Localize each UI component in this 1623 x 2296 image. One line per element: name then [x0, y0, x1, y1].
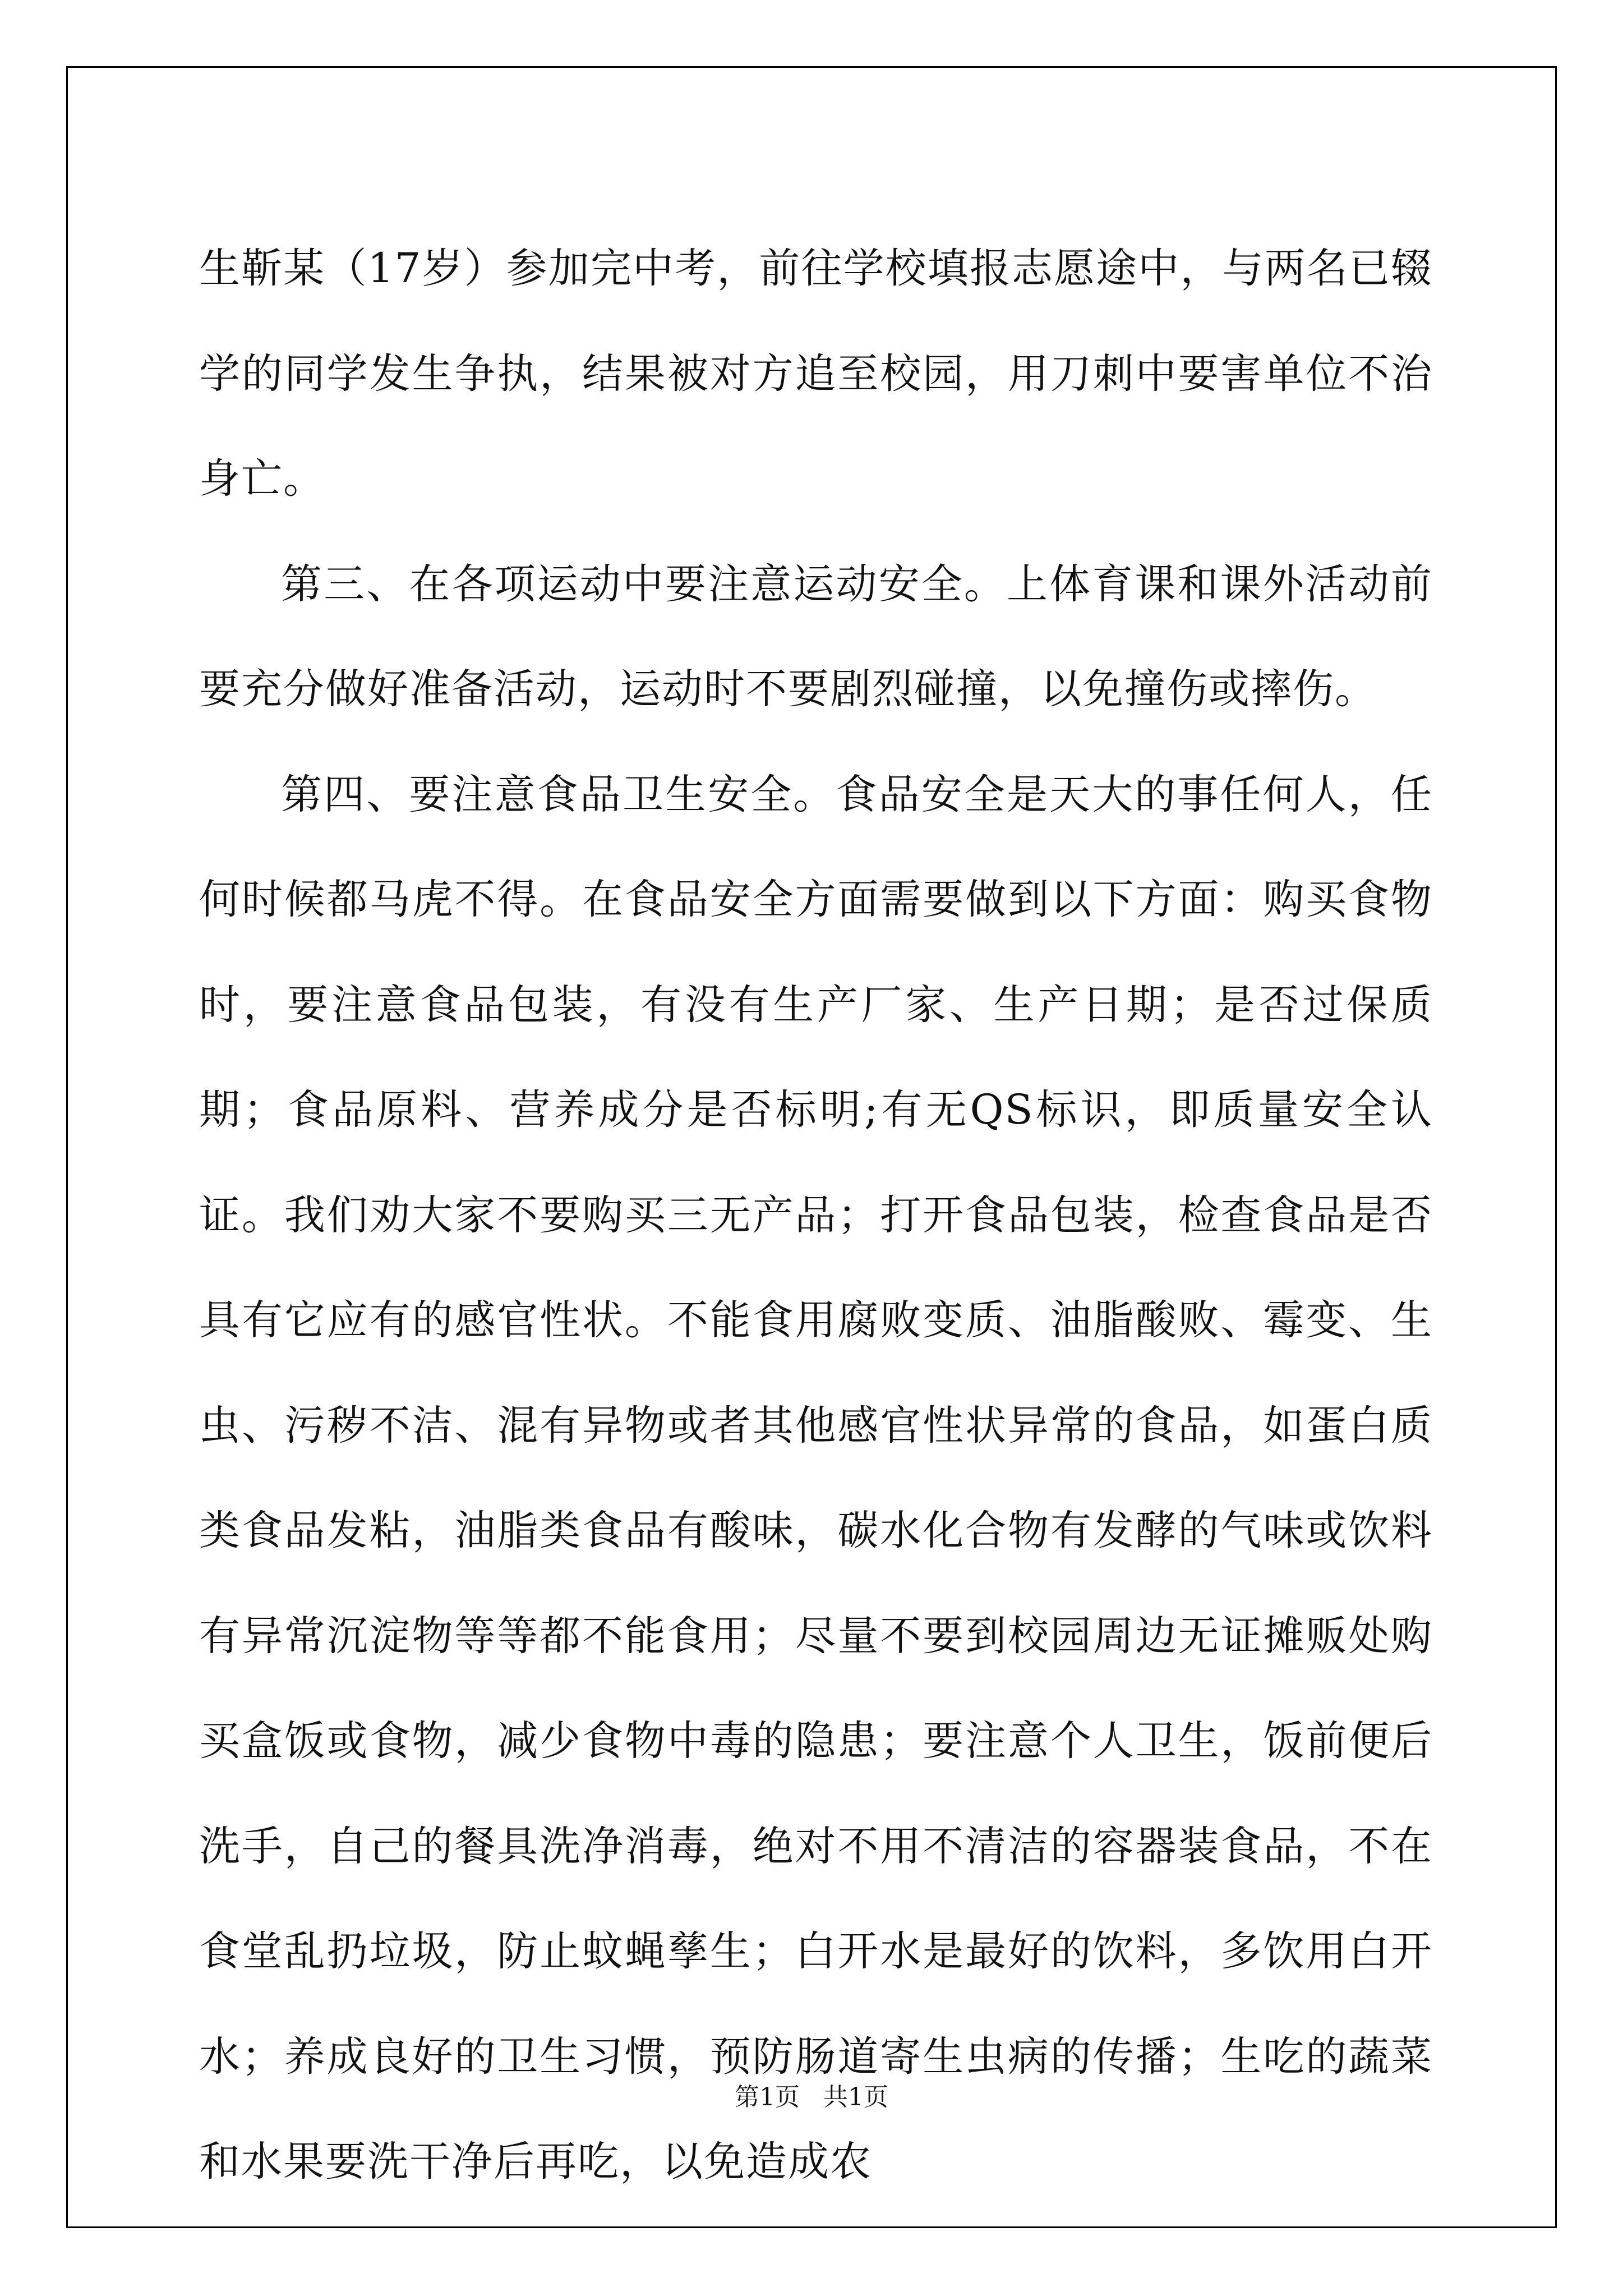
paragraph-2: 第三、在各项运动中要注意运动安全。上体育课和课外活动前要充分做好准备活动，运动时不要剧烈碰撞，以免撞伤或摔伤。: [199, 560, 1433, 713]
paragraph-1: 生靳某（17岁）参加完中考，前往学校填报志愿途中，与两名已辍学的同学发生争执，结果被对方追至校园，用刀刺中要害单位不治身亡。: [199, 245, 1433, 503]
page-footer: 第1页 共1页: [735, 2083, 888, 2111]
paragraph-3: 第四、要注意食品卫生安全。食品安全是天大的事任何人，任何时候都马虎不得。在食品安全方面需要做到以下方面：购买食物时，要注意食品包装，有没有生产厂家、生产日期；是否过保质期；食品原料、营养成分是否标明;有无QS标识，即质量安全认证。我们劝大家不要购买三无产品；打开食品包装，检查食品是否具有它应有的感官性状。不能食用腐败变质、油脂酸败、霉变、生虫、污秽不洁、混有异物或者其他感官性状异常的食品，如蛋白质类食品发粘，油脂类食品有酸味，碳水化合物有发酵的气味或饮料有异常沉淀物等等都不能食用；尽量不要到校园周边无证摊贩处购买盒饭或食物，减少食物中毒的隐患；要注意个人卫生，饭前便后洗手，自己的餐具洗净消毒，绝对不用不清洁的容器装食品，不在食堂乱扔垃圾，防止蚊蝇孳生；白开水是最好的饮料，多饮用白开水；养成良好的卫生习惯，预防肠道寄生虫病的传播；生吃的蔬菜和水果要洗干净后再吃，以免造成农: [199, 770, 1433, 2185]
document-body: [199, 216, 1433, 2215]
